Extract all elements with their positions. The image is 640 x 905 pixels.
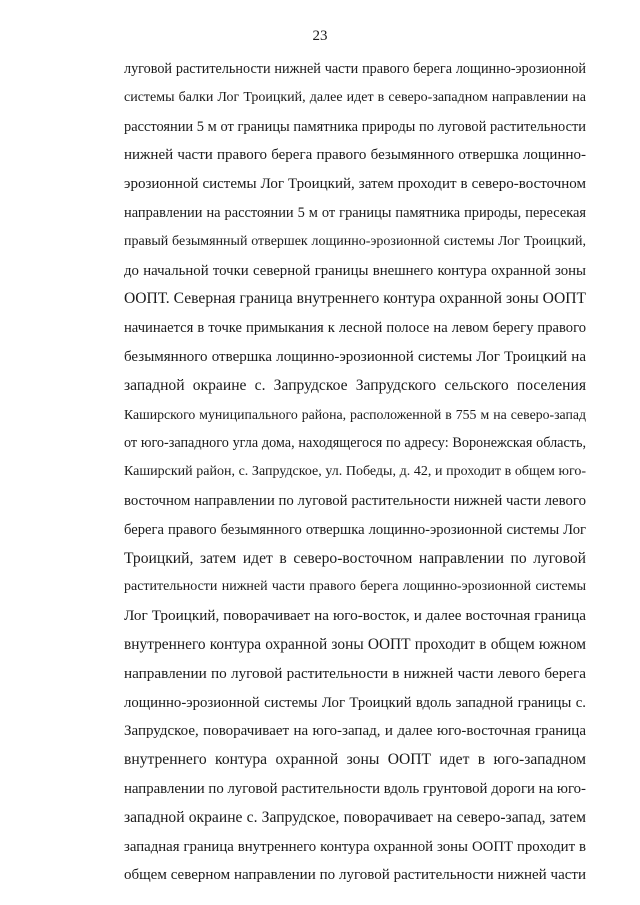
text-line: Каширского муниципального района, расположенной в 755 м на северо-запад (124, 406, 586, 422)
text-line: лощинно-эрозионной системы Лог Троицкий вдоль западной границы с. (124, 694, 586, 711)
text-line: западная граница внутреннего контура охранной зоны ООПТ проходит в (124, 838, 586, 855)
text-line: внутреннего контура охранной зоны ООПТ идет в юго-западном (124, 751, 586, 769)
text-line: системы балки Лог Троицкий, далее идет в северо-западном направлении на (124, 89, 586, 105)
text-line: восточном направлении по луговой растительности нижней части левого (124, 492, 586, 509)
page-number: 23 (312, 28, 328, 44)
text-line: Каширский район, с. Запрудское, ул. Победы, д. 42, и проходит в общем юго- (124, 464, 586, 480)
text-line: правый безымянный отвершек лощинно-эрозионной системы Лог Троицкий, (124, 233, 586, 249)
text-line: направлении по луговой растительности вдоль грунтовой дороги на юго- (124, 780, 586, 797)
text-line: эрозионной системы Лог Троицкий, затем проходит в северо-восточном (124, 176, 586, 193)
text-line: нижней части правого берега правого безымянного отвершка лощинно- (124, 147, 586, 164)
text-line: направлении на расстоянии 5 м от границы памятника природы, пересекая (124, 204, 586, 221)
text-line: от юго-западного угла дома, находящегося по адресу: Воронежская область, (124, 435, 586, 452)
text-line: безымянного отвершка лощинно-эрозионной системы Лог Троицкий на (124, 348, 586, 365)
text-line: ООПТ. Северная граница внутреннего контура охранной зоны ООПТ (124, 290, 586, 308)
text-line: Лог Троицкий, поворачивает на юго-восток, и далее восточная граница (124, 607, 586, 625)
text-line: западной окраине с. Запрудское Запрудского сельского поселения (124, 376, 586, 394)
text-line: направлении по луговой растительности в нижней части левого берега (124, 664, 586, 682)
text-line: берега правого безымянного отвершка лощинно-эрозионной системы Лог (124, 521, 586, 538)
text-line: Запрудское, поворачивает на юго-запад, и далее юго-восточная граница (124, 723, 586, 740)
text-line: луговой растительности нижней части правого берега лощинно-эрозионной (124, 61, 586, 77)
text-line: внутреннего контура охранной зоны ООПТ проходит в общем южном (124, 635, 586, 653)
body-text (124, 55, 586, 890)
text-line: до начальной точки северной границы внешнего контура охранной зоны (124, 262, 586, 279)
text-line: западной окраине с. Запрудское, поворачивает на северо-запад, затем (124, 808, 586, 826)
text-line: расстоянии 5 м от границы памятника природы по луговой растительности (124, 118, 586, 135)
text-line: Троицкий, затем идет в северо-восточном направлении по луговой (124, 549, 586, 567)
text-line: растительности нижней части правого берега лощинно-эрозионной системы (124, 579, 586, 595)
text-line: общем северном направлении по луговой растительности нижней части (124, 867, 586, 884)
text-line: начинается в точке примыкания к лесной полосе на левом берегу правого (124, 320, 586, 337)
